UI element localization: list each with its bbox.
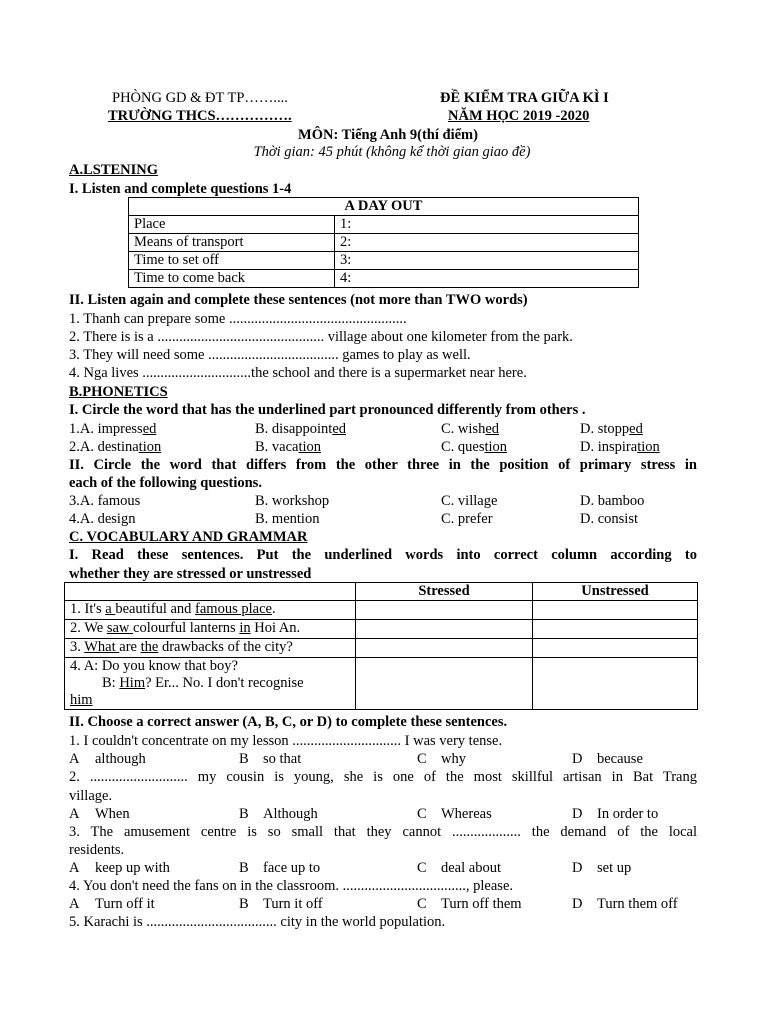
- phonetics-q1-d: D. stopped: [580, 421, 643, 437]
- mc-question-5: 5. Karachi is .................................... city in the world population.: [69, 914, 446, 930]
- phonetics-q2-c: C. question: [441, 439, 508, 455]
- phonetics-q1-c: C. wished: [441, 421, 500, 437]
- time-limit: Thời gian: 45 phút (không kể thời gian giao đề): [253, 144, 531, 160]
- exam-page: PHÒNG GD & ĐT TP…….... TRƯỜNG THCS……………. ĐỀ KIỂM TRA GIỮA KÌ I NĂM HỌC 2019 -2020 MÔN: Tiếng Anh 9(thí điểm) Thời gian: 45 phút (không kể thời gian giao đề) A.LSTENING I. Listen and complete questions 1-4 A DAY OUT Place 1: Means of transport 2: Time to set off 3: Time to come back 4: II. Listen again and complete these sentences (not more than TWO words) 1. Thanh can prepare some ................................................. 2. There is is a .............................................. village about one kilometer from the park. 3. They will need some .................................... games to play as well. 4. Nga lives ..............................the school and there is a supermarket near here. B.PHONETICS I. Circle the word that has the underlined part pronounced differently from others . 1.A. impressed B. disappointed C. wished D. stopped 2.A. destination B. vacation C. question D. inspiration II. Circle the word that differs from the other three in the position of primary stress in each of the following questions. 3.A. famous B. workshop C. village D. bamboo 4.A. design B. mention C. prefer D. consist C. VOCABULARY AND GRAMMAR I. Read these sentences. Put the underlined words into correct column according to whether they are stressed or unstressed Stressed Unstressed 1. It's a beautiful and famous place. 2. We saw colourful lanterns in Hoi An. 3. What are the drawbacks of the city? 4. A: Do you know that boy? B: Him? Er... No. I don't recognise him II. Choose a correct answer (A, B, C, or D) to complete these sentences. 1. I couldn't concentrate on my lesson .............................. I was very tense. A although B so that C why D because 2. ........................... my cousin is young, she is one of the most skillful artisan in Bat Trang village. A When B Although C Whereas D In order to 3. The amusement centre is so small that they cannot ................... the demand of the local residents. A keep up with B face up to C deal about D set up 4. You don't need the fans on in the classroom. .................................., please. A Turn off it B Turn it off C Turn off them D Turn them off 5. Karachi is .................................... city in the world population.: [0, 0, 768, 1024]
- phonetics-part2-title-cont: each of the following questions.: [69, 475, 262, 491]
- school-label: TRƯỜNG THCS…………….: [108, 108, 292, 124]
- col-unstressed: Unstressed: [533, 583, 698, 601]
- day-out-table-title: A DAY OUT: [129, 198, 639, 216]
- dept-label: PHÒNG GD & ĐT TP……....: [112, 90, 288, 106]
- vocab-part1-title-cont: whether they are stressed or unstressed: [69, 566, 312, 582]
- phonetics-q3: 3.A. famous: [69, 493, 141, 509]
- table-row: 3. What are the drawbacks of the city?: [65, 639, 698, 658]
- stress-table: [64, 582, 698, 710]
- phonetics-q1-b: B. disappointed: [255, 421, 347, 437]
- school-year: NĂM HỌC 2019 -2020: [448, 108, 590, 124]
- day-out-table: [128, 197, 639, 288]
- phonetics-q4-b: B. mention: [255, 511, 320, 527]
- mc-question-3-cont: residents.: [69, 842, 125, 858]
- vocab-heading: C. VOCABULARY AND GRAMMAR: [69, 529, 308, 545]
- phonetics-q2-b: B. vacation: [255, 439, 322, 455]
- table-row: Means of transport 2:: [129, 234, 639, 252]
- listening-sentence: 1. Thanh can prepare some .................................................: [69, 311, 407, 327]
- phonetics-q3-c: C. village: [441, 493, 498, 509]
- listening-part2-title: II. Listen again and complete these sentences (not more than TWO words): [69, 292, 528, 308]
- table-row: Place 1:: [129, 216, 639, 234]
- table-row: 1. It's a beautiful and famous place.: [65, 601, 698, 620]
- table-row: Time to set off 3:: [129, 252, 639, 270]
- phonetics-part1-title: I. Circle the word that has the underlined part pronounced differently from others .: [69, 402, 586, 418]
- table-row: 2. We saw colourful lanterns in Hoi An.: [65, 620, 698, 639]
- mc-question-4: 4. You don't need the fans on in the classroom. .................................., please.: [69, 878, 514, 894]
- phonetics-q4: 4.A. design: [69, 511, 136, 527]
- table-row: Time to come back 4:: [129, 270, 639, 288]
- phonetics-q3-b: B. workshop: [255, 493, 330, 509]
- phonetics-q4-d: D. consist: [580, 511, 638, 527]
- listening-part1-title: I. Listen and complete questions 1-4: [69, 181, 292, 197]
- vocab-part2-title: II. Choose a correct answer (A, B, C, or D) to complete these sentences.: [69, 714, 508, 730]
- subject: MÔN: Tiếng Anh 9(thí điểm): [298, 127, 478, 143]
- col-stressed: Stressed: [356, 583, 533, 601]
- mc-question-1: 1. I couldn't concentrate on my lesson .............................. I was very tense.: [69, 733, 503, 749]
- phonetics-q3-d: D. bamboo: [580, 493, 645, 509]
- vocab-part1-title: I. Read these sentences. Put the underlined words into correct column according to: [69, 547, 697, 563]
- table-row: 4. A: Do you know that boy? B: Him? Er... No. I don't recognise him: [65, 658, 698, 710]
- exam-title: ĐỀ KIỂM TRA GIỮA KÌ I: [440, 90, 609, 106]
- phonetics-q2-d: D. inspiration: [580, 439, 660, 455]
- listening-sentence: 3. They will need some .................................... games to play as well.: [69, 347, 471, 363]
- listening-sentence: 4. Nga lives ..............................the school and there is a supermarket near here.: [69, 365, 527, 381]
- phonetics-q4-c: C. prefer: [441, 511, 493, 527]
- listening-sentence: 2. There is is a .............................................. village about one kilometer from the park.: [69, 329, 573, 345]
- phonetics-part2-title: II. Circle the word that differs from the other three in the position of primary stress in: [69, 457, 697, 473]
- phonetics-heading: B.PHONETICS: [69, 384, 168, 400]
- phonetics-q1: 1.A. impressed: [69, 421, 157, 437]
- mc-question-2: 2. ........................... my cousin is young, she is one of the most skillful artisan in Bat Trang: [69, 769, 697, 785]
- listening-heading: A.LSTENING: [69, 162, 159, 178]
- phonetics-q2: 2.A. destination: [69, 439, 162, 455]
- mc-question-2-cont: village.: [69, 788, 113, 804]
- mc-question-3: 3. The amusement centre is so small that they cannot ................... the demand of the local: [69, 824, 697, 840]
